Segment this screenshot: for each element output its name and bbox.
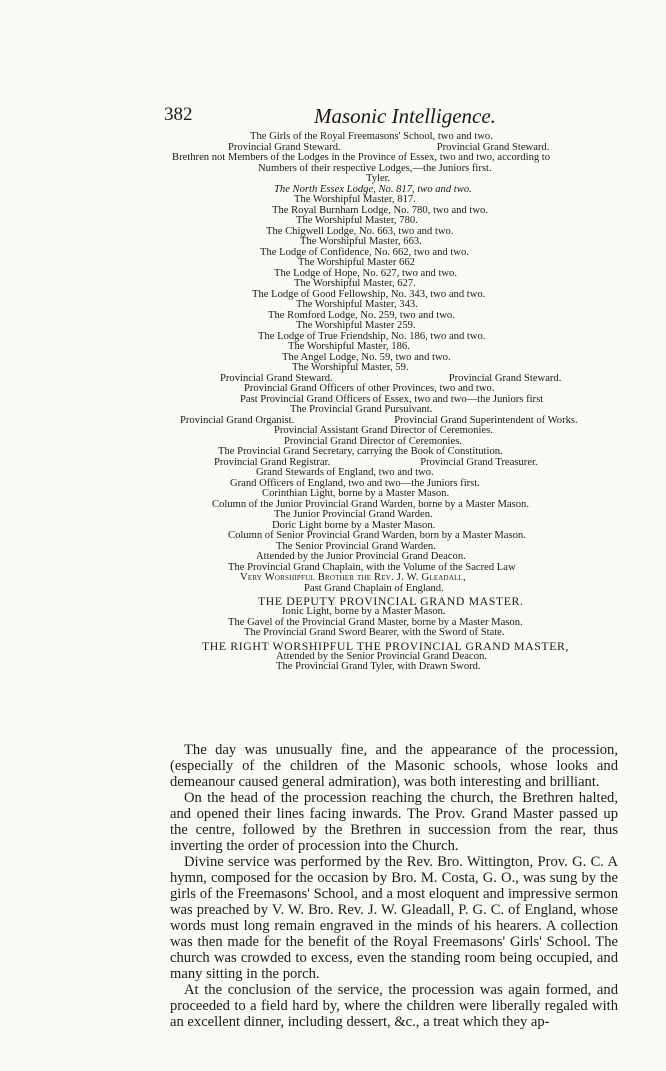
procession-text: The Romford Lodge, No. 259, two and two. <box>268 309 455 321</box>
procession-text: The Royal Burnham Lodge, No. 780, two and two. <box>272 204 488 216</box>
procession-text: The Worshipful Master, 186. <box>288 341 410 352</box>
procession-text: The Provincial Grand Secretary, carrying the Book of Constitution. <box>218 446 503 457</box>
procession-text: Provincial Grand Steward. <box>228 141 341 153</box>
procession-text: The Provincial Grand Tyler, with Drawn Sword. <box>276 661 481 672</box>
running-title: Masonic Intelligence. <box>314 104 496 128</box>
procession-text: Provincial Grand Officers of other Provinces, two and two. <box>244 383 495 394</box>
procession-text: The Lodge of Confidence, No. 662, two and two. <box>260 246 469 258</box>
procession-text: The Lodge of Good Fellowship, No. 343, two and two. <box>252 288 486 300</box>
procession-text: The Worshipful Master, 343. <box>296 299 418 310</box>
procession-text: Doric Light borne by a Master Mason. <box>272 519 436 531</box>
procession-text: The Lodge of Hope, No. 627, two and two. <box>274 267 458 279</box>
procession-line <box>170 662 618 673</box>
procession-text: The Worshipful Master, 627. <box>294 278 416 289</box>
procession-text: Grand Stewards of England, two and two. <box>256 467 434 478</box>
procession-text: The Chigwell Lodge, No. 663, two and two. <box>266 225 454 237</box>
procession-text: Attended by the Junior Provincial Grand Deacon. <box>256 551 466 562</box>
paragraph: Divine service was performed by the Rev. Bro. Wittington, Prov. G. C. A hymn, composed for the occasion by Bro. M. Costa, G. O., was sung by the girls of the Freemasons' School, and a most eloquent and impressive sermon was preached by V. W. Bro. Rev. J. W. Gleadall, P. G. C. of England, whose words must long remain engraved in the minds of his hearers. A collection was then made for the benefit of the Royal Freemasons' Girls' School. The church was crowded to excess, even the standing room being occupied, and many sitting in the porch. <box>170 854 618 982</box>
procession-text-right: Provincial Grand Superintendent of Works. <box>394 414 578 426</box>
procession-line <box>170 164 618 175</box>
paragraph: At the conclusion of the service, the procession was again formed, and proceeded to a field hard by, where the children were liberally regaled with an excellent dinner, including dessert, &c., a treat which they ap- <box>170 982 618 1030</box>
paragraph: The day was unusually fine, and the appearance of the procession, (especially of the children of the Masonic schools, whose looks and demeanour caused general admiration), was both interesting and brilliant. <box>170 742 618 790</box>
procession-text: The Worshipful Master 662 <box>298 257 415 268</box>
procession-text: The Worshipful Master, 780. <box>296 215 418 226</box>
procession-text: The Worshipful Master, 59. <box>292 362 409 373</box>
procession-text: Past Grand Chaplain of England. <box>304 582 444 594</box>
procession-line <box>170 628 618 639</box>
procession-text: Provincial Grand Organist. <box>180 414 295 426</box>
procession-text: Attended by the Senior Provincial Grand Deacon. <box>276 650 487 662</box>
procession-text: The Angel Lodge, No. 59, two and two. <box>282 351 451 363</box>
procession-text: Numbers of their respective Lodges,—the Juniors first. <box>258 162 492 174</box>
procession-text: Very Worshipful Brother the Rev. J. W. Gleadall, <box>240 572 466 583</box>
procession-text: The Junior Provincial Grand Warden. <box>274 509 433 520</box>
procession-text: The Provincial Grand Pursuivant. <box>290 404 433 415</box>
procession-text: The Provincial Grand Sword Bearer, with the Sword of State. <box>244 627 505 638</box>
procession-text: The Worshipful Master, 817. <box>294 194 416 205</box>
procession-text: Provincial Grand Steward. <box>220 372 333 384</box>
procession-text: Provincial Grand Director of Ceremonies. <box>284 435 462 447</box>
page-header <box>164 104 620 134</box>
procession-text-right: Provincial Grand Treasurer. <box>420 456 538 468</box>
procession-text: THE RIGHT WORSHIPFUL THE PROVINCIAL GRAND MASTER, <box>202 638 570 653</box>
procession-text: The Worshipful Master 259. <box>296 320 416 331</box>
procession-text: Ionic Light, borne by a Master Mason. <box>282 606 446 617</box>
paragraph: On the head of the procession reaching the church, the Brethren halted, and opened their lines facing inwards. The Prov. Grand Master passed up the centre, followed by the Brethren in succession from the rear, thus inverting the order of procession into the Church. <box>170 790 618 854</box>
page-number: 382 <box>164 104 193 125</box>
procession-text: The Provincial Grand Chaplain, with the Volume of the Sacred Law <box>228 561 516 573</box>
procession-text: Tyler. <box>366 173 391 184</box>
procession-text: Column of the Junior Provincial Grand Warden, borne by a Master Mason. <box>212 498 529 510</box>
procession-line <box>170 584 618 595</box>
procession-text: Column of Senior Provincial Grand Warden, born by a Master Mason. <box>228 530 526 541</box>
procession-text: Provincial Assistant Grand Director of Ceremonies. <box>274 425 493 436</box>
procession-text: The Lodge of True Friendship, No. 186, two and two. <box>258 330 486 342</box>
procession-text: Brethren not Members of the Lodges in the Province of Essex, two and two, according to <box>172 152 551 163</box>
procession-text: Past Provincial Grand Officers of Essex, two and two—the Juniors first <box>240 393 544 405</box>
procession-text: The North Essex Lodge, No. 817, two and two. <box>274 183 472 195</box>
procession-text: The Worshipful Master, 663. <box>300 236 422 247</box>
procession-text: Corinthian Light, borne by a Master Mason. <box>262 488 450 499</box>
procession-text: Grand Officers of England, two and two—the Juniors first. <box>230 477 480 489</box>
procession-text: The Gavel of the Provincial Grand Master, borne by a Master Mason. <box>228 616 523 628</box>
procession-text-right: Provincial Grand Steward. <box>436 141 550 153</box>
procession-text: THE DEPUTY PROVINCIAL GRAND MASTER. <box>258 594 524 608</box>
order-of-procession <box>170 132 618 673</box>
procession-text: The Senior Provincial Grand Warden. <box>276 540 436 552</box>
procession-text: Provincial Grand Registrar. <box>214 456 331 468</box>
procession-text-right: Provincial Grand Steward. <box>448 372 562 384</box>
procession-text: The Girls of the Royal Freemasons' School, two and two. <box>250 131 493 142</box>
article-body <box>170 742 618 1030</box>
